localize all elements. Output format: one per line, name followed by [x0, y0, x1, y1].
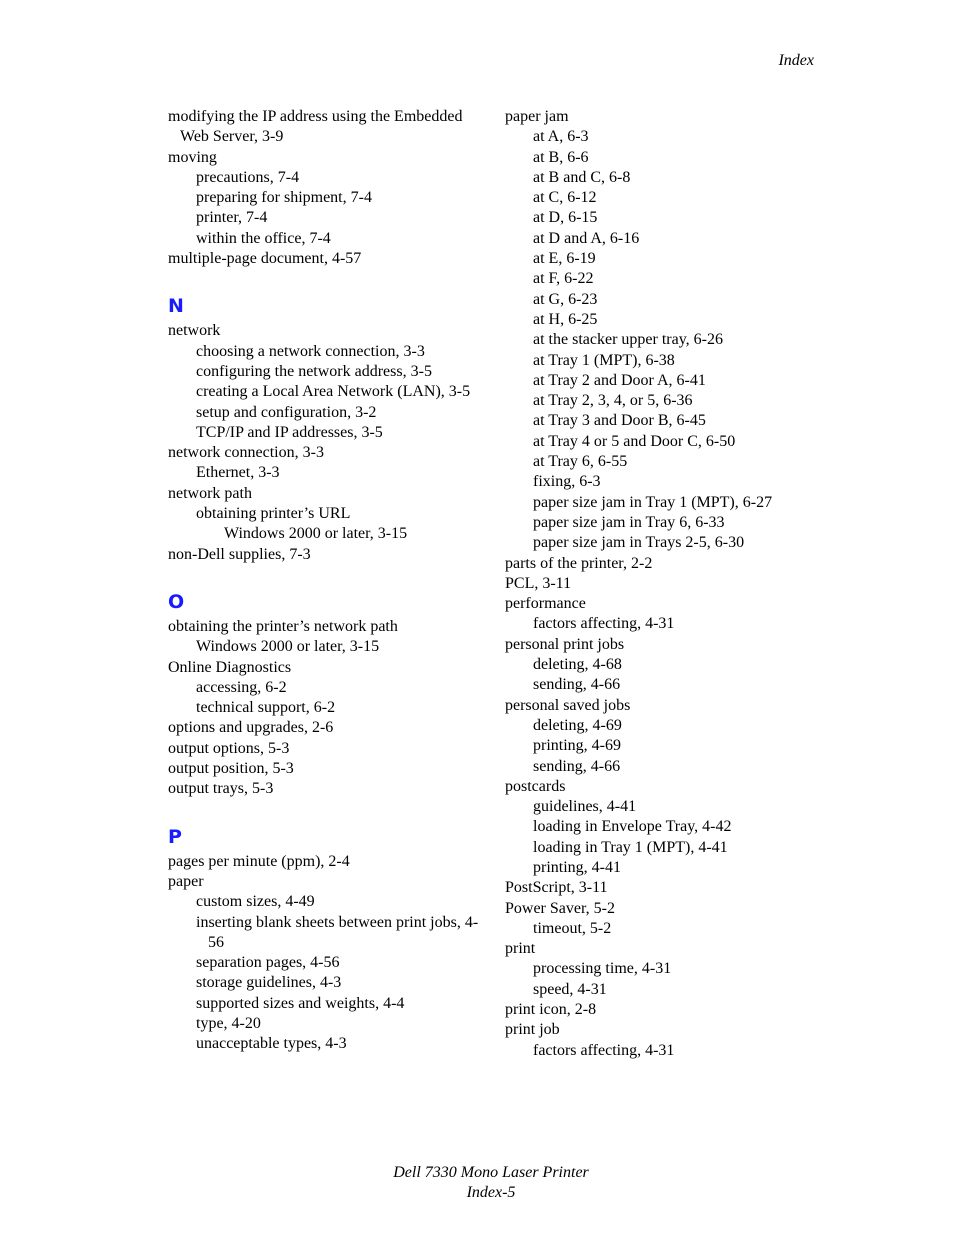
index-subentry: separation pages, 4-56: [196, 954, 340, 972]
index-subentry: paper size jam in Trays 2-5, 6-30: [533, 534, 745, 552]
index-subentry: preparing for shipment, 7-4: [196, 189, 372, 207]
index-section-letter: O: [168, 590, 185, 613]
index-subentry: obtaining printer’s URL: [196, 505, 351, 523]
index-entry: postcards: [505, 777, 566, 795]
index-subentry: type, 4-20: [196, 1014, 261, 1032]
index-subentry: guidelines, 4-41: [533, 798, 637, 816]
index-entry: personal saved jobs: [505, 696, 631, 714]
index-subentry: paper size jam in Tray 1 (MPT), 6-27: [533, 493, 773, 511]
index-entry: Online Diagnostics: [168, 658, 292, 676]
index-entry: paper jam: [505, 108, 569, 125]
index-subentry: at B, 6-6: [533, 148, 589, 166]
index-subentry: at the stacker upper tray, 6-26: [533, 331, 723, 349]
index-subentry: custom sizes, 4-49: [196, 893, 315, 911]
index-subentry: timeout, 5-2: [533, 919, 612, 937]
index-subentry: at E, 6-19: [533, 250, 596, 268]
index-entry: print: [505, 940, 536, 958]
index-subentry: supported sizes and weights, 4-4: [196, 994, 405, 1012]
index-entry: moving: [168, 148, 217, 166]
index-subentry: factors affecting, 4-31: [533, 615, 675, 633]
index-subentry: loading in Envelope Tray, 4-42: [533, 818, 732, 836]
index-section-letter: N: [168, 295, 184, 318]
index-entry: print job: [505, 1021, 560, 1039]
index-subentry: loading in Tray 1 (MPT), 4-41: [533, 838, 728, 856]
index-subentry: paper size jam in Tray 6, 6-33: [533, 513, 725, 531]
index-subentry: setup and configuration, 3-2: [196, 403, 377, 421]
index-entry: options and upgrades, 2-6: [168, 719, 334, 737]
index-entry: network path: [168, 484, 252, 502]
index-subentry: fixing, 6-3: [533, 473, 601, 491]
index-entry: Power Saver, 5-2: [505, 899, 615, 917]
index-subentry: within the office, 7-4: [196, 229, 331, 247]
index-subentry: at F, 6-22: [533, 270, 594, 288]
footer-page-number: Index-5: [466, 1184, 516, 1201]
page-footer: [0, 1163, 954, 1203]
index-entry: obtaining the printer’s network path: [168, 617, 398, 635]
index-entry: output trays, 5-3: [168, 780, 274, 798]
index-entry: non-Dell supplies, 7-3: [168, 545, 311, 563]
index-subentry: at Tray 4 or 5 and Door C, 6-50: [533, 432, 736, 450]
index-entry: multiple-page document, 4-57: [168, 250, 362, 268]
index-subentry: inserting blank sheets between print jobs, 4-56: [196, 913, 479, 951]
index-subentry: at Tray 1 (MPT), 6-38: [533, 351, 675, 369]
index-entry: output position, 5-3: [168, 760, 294, 778]
index-subentry: at Tray 6, 6-55: [533, 453, 628, 471]
index-subentry: accessing, 6-2: [196, 678, 287, 696]
index-entry: network: [168, 322, 221, 340]
index-entry: print icon, 2-8: [505, 1001, 597, 1019]
index-subentry: at D and A, 6-16: [533, 229, 640, 247]
index-subentry: Windows 2000 or later, 3-15: [196, 638, 380, 656]
index-entry: pages per minute (ppm), 2-4: [168, 852, 350, 870]
index-subentry: factors affecting, 4-31: [533, 1041, 675, 1059]
index-subentry: at C, 6-12: [533, 189, 597, 207]
index-subentry: deleting, 4-69: [533, 716, 622, 734]
index-subentry: printing, 4-69: [533, 737, 621, 755]
index-subentry: at Tray 2, 3, 4, or 5, 6-36: [533, 392, 693, 410]
index-subentry: speed, 4-31: [533, 980, 607, 998]
index-subentry: at B and C, 6-8: [533, 168, 631, 186]
index-subentry: at A, 6-3: [533, 128, 589, 146]
index-entry: modifying the IP address using the Embedded Web Server, 3-9: [168, 108, 463, 146]
index-column-right: [505, 107, 815, 1061]
index-subentry: sending, 4-66: [533, 757, 621, 775]
index-subentry: Windows 2000 or later, 3-15: [224, 525, 408, 543]
index-subentry: unacceptable types, 4-3: [196, 1035, 347, 1053]
index-subentry: configuring the network address, 3-5: [196, 362, 432, 380]
index-subentry: sending, 4-66: [533, 676, 621, 694]
index-entry: paper: [168, 872, 204, 890]
index-subentry: storage guidelines, 4-3: [196, 974, 342, 992]
index-column-left: [168, 107, 486, 1055]
index-section-letter: P: [168, 825, 182, 848]
index-entry: parts of the printer, 2-2: [505, 554, 653, 572]
index-subentry: printing, 4-41: [533, 858, 621, 876]
index-subentry: printer, 7-4: [196, 209, 268, 227]
index-subentry: deleting, 4-68: [533, 656, 622, 674]
index-subentry: TCP/IP and IP addresses, 3-5: [196, 423, 383, 441]
index-entry: output options, 5-3: [168, 739, 290, 757]
index-subentry: processing time, 4-31: [533, 960, 672, 978]
index-entry: PCL, 3-11: [505, 574, 572, 592]
index-entry: personal print jobs: [505, 635, 625, 653]
index-subentry: at Tray 2 and Door A, 6-41: [533, 371, 706, 389]
index-entry: PostScript, 3-11: [505, 879, 608, 897]
index-subentry: choosing a network connection, 3-3: [196, 342, 425, 360]
index-subentry: at Tray 3 and Door B, 6-45: [533, 412, 706, 430]
index-subentry: creating a Local Area Network (LAN), 3-5: [196, 383, 471, 401]
index-entry: performance: [505, 595, 586, 613]
index-entry: network connection, 3-3: [168, 444, 324, 462]
index-subentry: technical support, 6-2: [196, 699, 336, 717]
footer-product-name: Dell 7330 Mono Laser Printer: [393, 1164, 589, 1181]
running-header: Index: [778, 52, 814, 69]
index-subentry: at G, 6-23: [533, 290, 598, 308]
index-subentry: at D, 6-15: [533, 209, 598, 227]
index-subentry: precautions, 7-4: [196, 168, 300, 186]
index-subentry: Ethernet, 3-3: [196, 464, 280, 482]
index-subentry: at H, 6-25: [533, 310, 598, 328]
